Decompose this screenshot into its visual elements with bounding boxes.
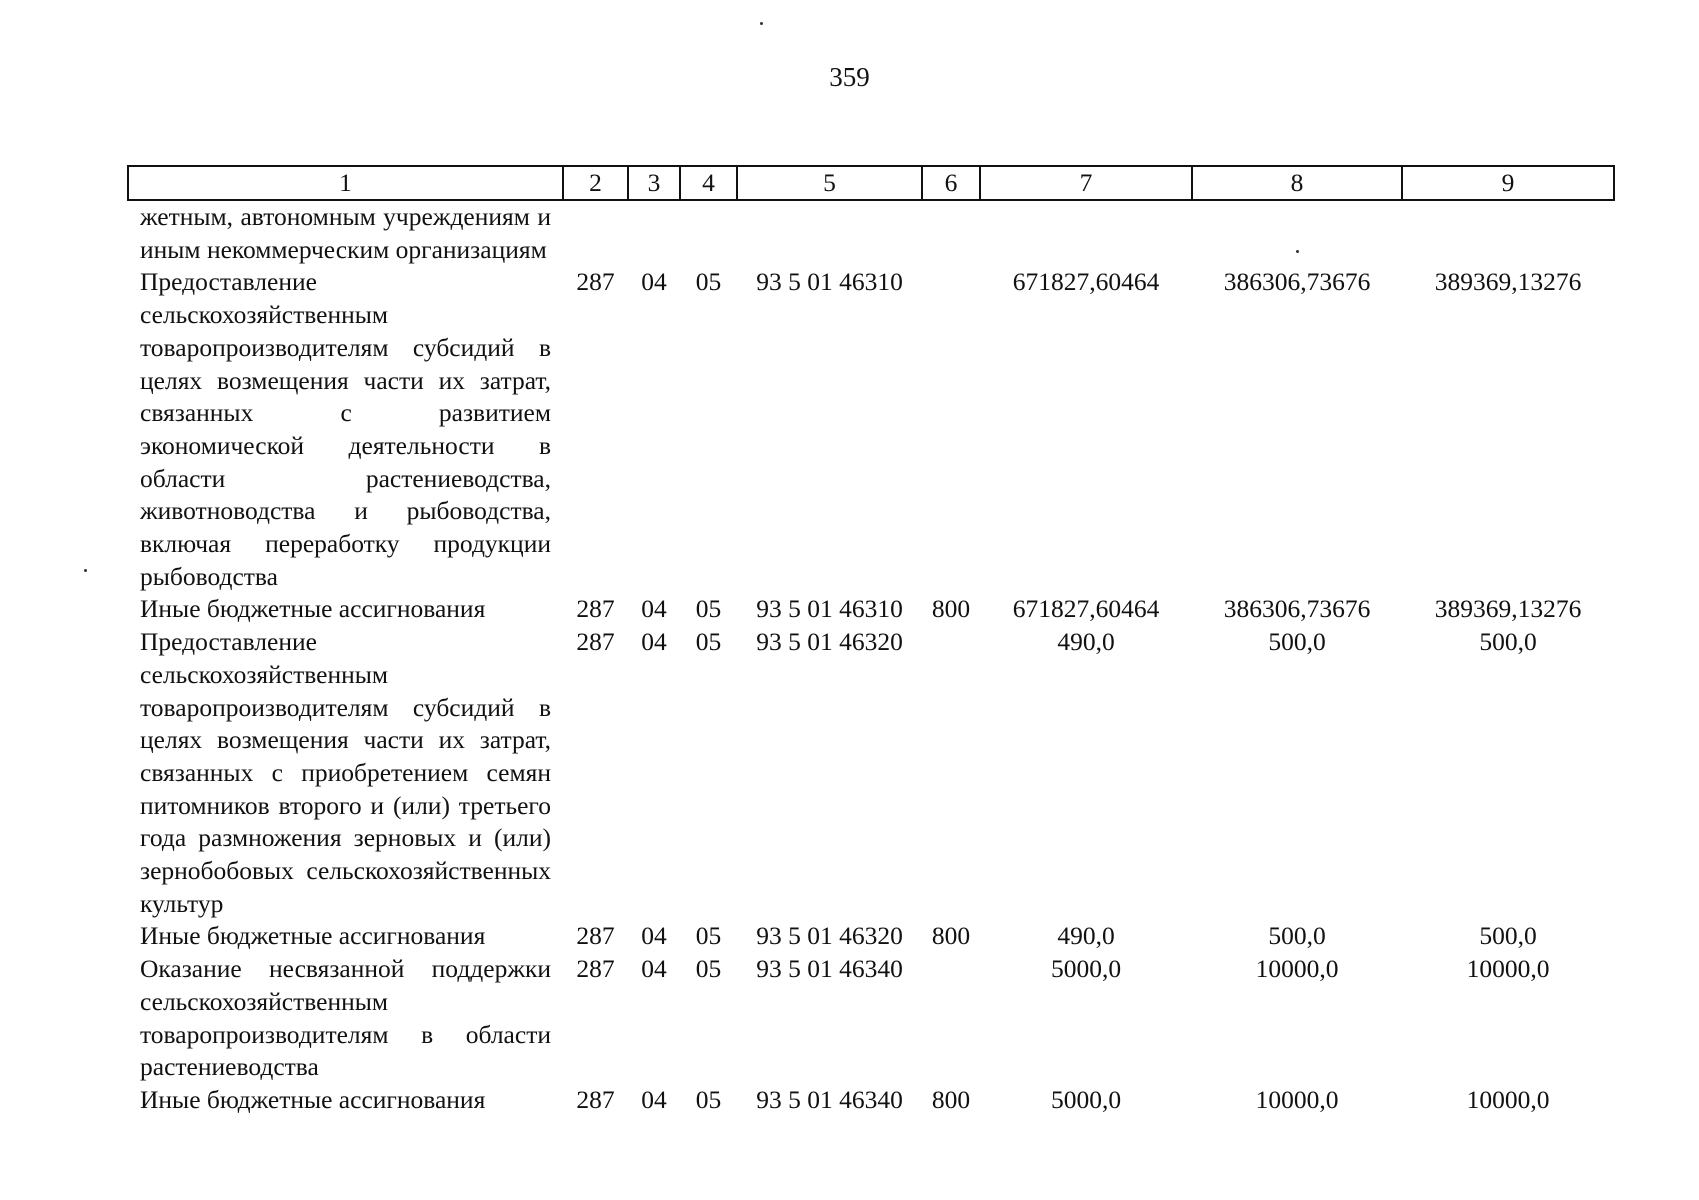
cell-expense-type: 800	[931, 594, 971, 624]
cell-amount-col7	[980, 200, 1192, 266]
table-row	[128, 266, 1614, 593]
cell-amount-col7: 490,0	[1057, 921, 1115, 951]
cell-amount-col9	[1402, 200, 1614, 266]
cell-section: 04	[641, 594, 667, 624]
cell-target-article: 93 5 01 46340	[756, 954, 903, 984]
cell-ministry-code	[563, 200, 628, 266]
cell-amount-col8: 10000,0	[1255, 954, 1339, 984]
column-header-8: 8	[1192, 166, 1402, 200]
cell-amount-col8: 386306,73676	[1223, 267, 1371, 297]
row-description: жетным, автономным учреждениям и иным некоммерческим организациям	[140, 202, 551, 264]
cell-amount-col8	[1192, 200, 1402, 266]
column-header-3: 3	[628, 166, 680, 200]
cell-amount-col8: 500,0	[1268, 627, 1326, 657]
table-row	[128, 1084, 1614, 1117]
cell-expense-type	[922, 266, 980, 593]
cell-subsection: 05	[695, 1084, 722, 1114]
cell-section	[628, 200, 680, 266]
cell-ministry-code: 287	[576, 267, 615, 297]
cell-section: 04	[641, 921, 667, 951]
cell-section: 04	[641, 954, 667, 984]
cell-amount-col9: 10000,0	[1466, 954, 1550, 984]
cell-amount-col9: 389369,13276	[1434, 594, 1582, 624]
cell-subsection: 05	[695, 594, 722, 624]
column-number-row	[128, 166, 1614, 200]
cell-amount-col7: 490,0	[1057, 627, 1115, 657]
cell-target-article: 93 5 01 46310	[756, 267, 903, 297]
column-header-5: 5	[737, 166, 922, 200]
table-body	[128, 200, 1614, 1117]
cell-expense-type: 800	[931, 1084, 971, 1114]
cell-target-article: 93 5 01 46340	[756, 1084, 903, 1114]
table-row	[128, 593, 1614, 626]
cell-amount-col7: 671827,60464	[1012, 594, 1160, 624]
cell-subsection: 05	[695, 627, 722, 657]
cell-amount-col9: 500,0	[1479, 627, 1537, 657]
table-row	[128, 920, 1614, 953]
cell-target-article	[737, 200, 922, 266]
cell-expense-type	[922, 626, 980, 920]
cell-amount-col9: 500,0	[1479, 921, 1537, 951]
row-description: Предоставление сельскохозяйственным товаропроизводителям субсидий в целях возмещения части их затрат, связанных с приобретением семян питомников второго и (или) третьего года размножения зерновых и (или) зернобобовых сельскохозяйственных культур	[140, 627, 551, 918]
budget-table	[127, 165, 1615, 1117]
cell-section: 04	[641, 267, 667, 297]
cell-ministry-code: 287	[576, 921, 615, 951]
stray-dot-mark	[84, 569, 87, 572]
cell-expense-type	[922, 200, 980, 266]
cell-amount-col9: 389369,13276	[1434, 267, 1582, 297]
table-row	[128, 953, 1614, 1084]
stray-dot-mark	[760, 22, 763, 25]
column-header-7: 7	[980, 166, 1192, 200]
cell-amount-col7: 5000,0	[1050, 954, 1122, 984]
cell-target-article: 93 5 01 46320	[756, 627, 903, 657]
column-header-2: 2	[563, 166, 628, 200]
cell-ministry-code: 287	[576, 954, 615, 984]
cell-expense-type	[922, 953, 980, 1084]
table-row	[128, 626, 1614, 920]
row-description: Иные бюджетные ассигнования	[140, 1084, 486, 1114]
cell-subsection: 05	[695, 954, 722, 984]
cell-subsection	[680, 200, 737, 266]
cell-section: 04	[641, 1084, 667, 1114]
cell-ministry-code: 287	[576, 1084, 615, 1114]
cell-section: 04	[641, 627, 667, 657]
cell-amount-col7: 5000,0	[1050, 1084, 1122, 1114]
cell-amount-col8: 500,0	[1268, 921, 1326, 951]
row-description: Предоставление сельскохозяйственным товаропроизводителям субсидий в целях возмещения части их затрат, связанных с развитием экономической деятельности в области растениеводства, животноводства и рыбоводства, включая переработку продукции рыбоводства	[140, 267, 551, 591]
cell-target-article: 93 5 01 46310	[756, 594, 903, 624]
row-description: Иные бюджетные ассигнования	[140, 921, 486, 951]
cell-amount-col8: 386306,73676	[1223, 594, 1371, 624]
table-row	[128, 200, 1614, 266]
column-header-1: 1	[128, 166, 563, 200]
budget-table-container	[127, 165, 1613, 1117]
column-header-9: 9	[1402, 166, 1614, 200]
cell-ministry-code: 287	[576, 627, 615, 657]
cell-subsection: 05	[695, 921, 722, 951]
cell-amount-col9: 10000,0	[1466, 1084, 1550, 1114]
cell-subsection: 05	[695, 267, 722, 297]
row-description: Иные бюджетные ассигнования	[140, 594, 486, 624]
table-header	[128, 166, 1614, 200]
column-header-4: 4	[680, 166, 737, 200]
cell-amount-col8: 10000,0	[1255, 1084, 1339, 1114]
cell-target-article: 93 5 01 46320	[756, 921, 903, 951]
cell-amount-col7: 671827,60464	[1012, 267, 1160, 297]
row-description: Оказание несвязанной поддержки сельскохозяйственным товаропроизводителям в области растениеводства	[140, 954, 551, 1082]
column-header-6: 6	[922, 166, 980, 200]
cell-expense-type: 800	[931, 921, 971, 951]
cell-ministry-code: 287	[576, 594, 615, 624]
page-number: 359	[829, 62, 870, 92]
